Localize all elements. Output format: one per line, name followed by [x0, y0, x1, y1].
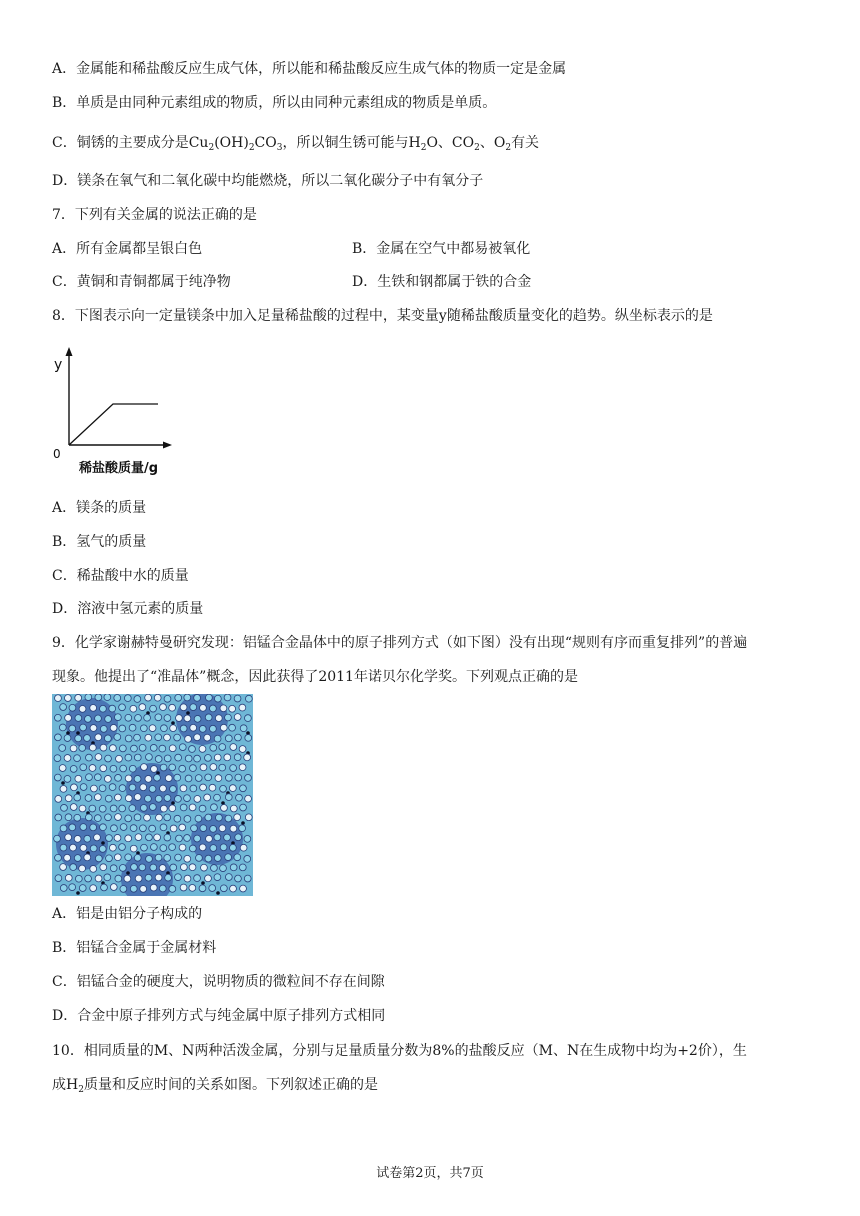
- q6c-sub: 2: [208, 143, 215, 153]
- y-axis-arrow: [66, 347, 73, 356]
- q9-stem-line1: 9．化学家谢赫特曼研究发现：铝锰合金晶体中的原子排列方式（如下图）没有出现“规则有序而重复排列”的普遍: [52, 635, 748, 651]
- quasicrystal-image: [52, 694, 253, 896]
- q6c-text: O、CO: [426, 135, 475, 151]
- origin-label: 0: [53, 447, 61, 461]
- q6c-text: (OH): [214, 135, 249, 151]
- q6c-sub: 2: [505, 143, 512, 153]
- q6c-sub: 2: [248, 143, 255, 153]
- q7-option-b: B．金属在空气中都易被氧化: [352, 241, 531, 257]
- q6c-text: 、O: [479, 135, 506, 151]
- q9-option-c: C．铝锰合金的硬度大，说明物质的微粒间不存在间隙: [52, 974, 385, 990]
- q7-option-c: C．黄铜和青铜都属于纯净物: [52, 274, 231, 290]
- q9-option-a: A．铝是由铝分子构成的: [52, 906, 203, 922]
- q8-option-d: D．溶液中氢元素的质量: [52, 601, 204, 617]
- y-axis-label: y: [54, 357, 63, 373]
- q8-option-a: A．镁条的质量: [52, 500, 147, 516]
- q10-stem-line2: [52, 1076, 378, 1094]
- q8-option-c: C．稀盐酸中水的质量: [52, 568, 189, 584]
- q10-text: 质量和反应时间的关系如图。下列叙述正确的是: [83, 1077, 378, 1093]
- q6c-text: CO: [254, 135, 277, 151]
- x-axis-arrow: [163, 442, 172, 449]
- q9-option-d: D．合金中原子排列方式与纯金属中原子排列方式相同: [52, 1008, 386, 1024]
- q9-option-b: B．铝锰合金属于金属材料: [52, 940, 217, 956]
- q6c-sub: 2: [474, 143, 480, 153]
- q10-sub: 2: [78, 1085, 84, 1095]
- q6c-text: ，所以铜生锈可能与H: [282, 135, 421, 151]
- q8-option-b: B．氢气的质量: [52, 534, 147, 550]
- q6-option-b: B．单质是由同种元素组成的物质，所以由同种元素组成的物质是单质。: [52, 95, 497, 111]
- q6-option-c: [52, 134, 539, 152]
- trend-line: [69, 404, 158, 445]
- q7-stem: 7．下列有关金属的说法正确的是: [52, 207, 257, 223]
- q6c-text: C．铜锈的主要成分是Cu: [52, 135, 209, 151]
- x-axis-label: 稀盐酸质量/g: [79, 461, 159, 476]
- q8-stem: 8．下图表示向一定量镁条中加入足量稀盐酸的过程中，某变量y随稀盐酸质量变化的趋势。纵坐标表示的是: [52, 308, 713, 324]
- q8-graph: [50, 345, 200, 480]
- q6-option-a: A．金属能和稀盐酸反应生成气体，所以能和稀盐酸反应生成气体的物质一定是金属: [52, 61, 567, 77]
- q6-option-d: D．镁条在氧气和二氧化碳中均能燃烧，所以二氧化碳分子中有氧分子: [52, 173, 484, 189]
- q10-text: 成H: [52, 1077, 79, 1093]
- q6c-sub: 2: [420, 143, 427, 153]
- q10-stem-line1: 10．相同质量的M、N两种活泼金属，分别与足量质量分数为8%的盐酸反应（M、N在生成物中均为+2价），生: [52, 1043, 747, 1059]
- q6c-sub: 3: [276, 143, 283, 153]
- q7-option-a: A．所有金属都呈银白色: [52, 241, 203, 257]
- q6c-text: 有关: [511, 135, 540, 151]
- q7-option-d: D．生铁和钢都属于铁的合金: [352, 274, 532, 290]
- q9-stem-line2: 现象。他提出了“准晶体”概念，因此获得了2011年诺贝尔化学奖。下列观点正确的是: [52, 669, 578, 685]
- page-footer: 试卷第2页，共7页: [376, 1166, 484, 1181]
